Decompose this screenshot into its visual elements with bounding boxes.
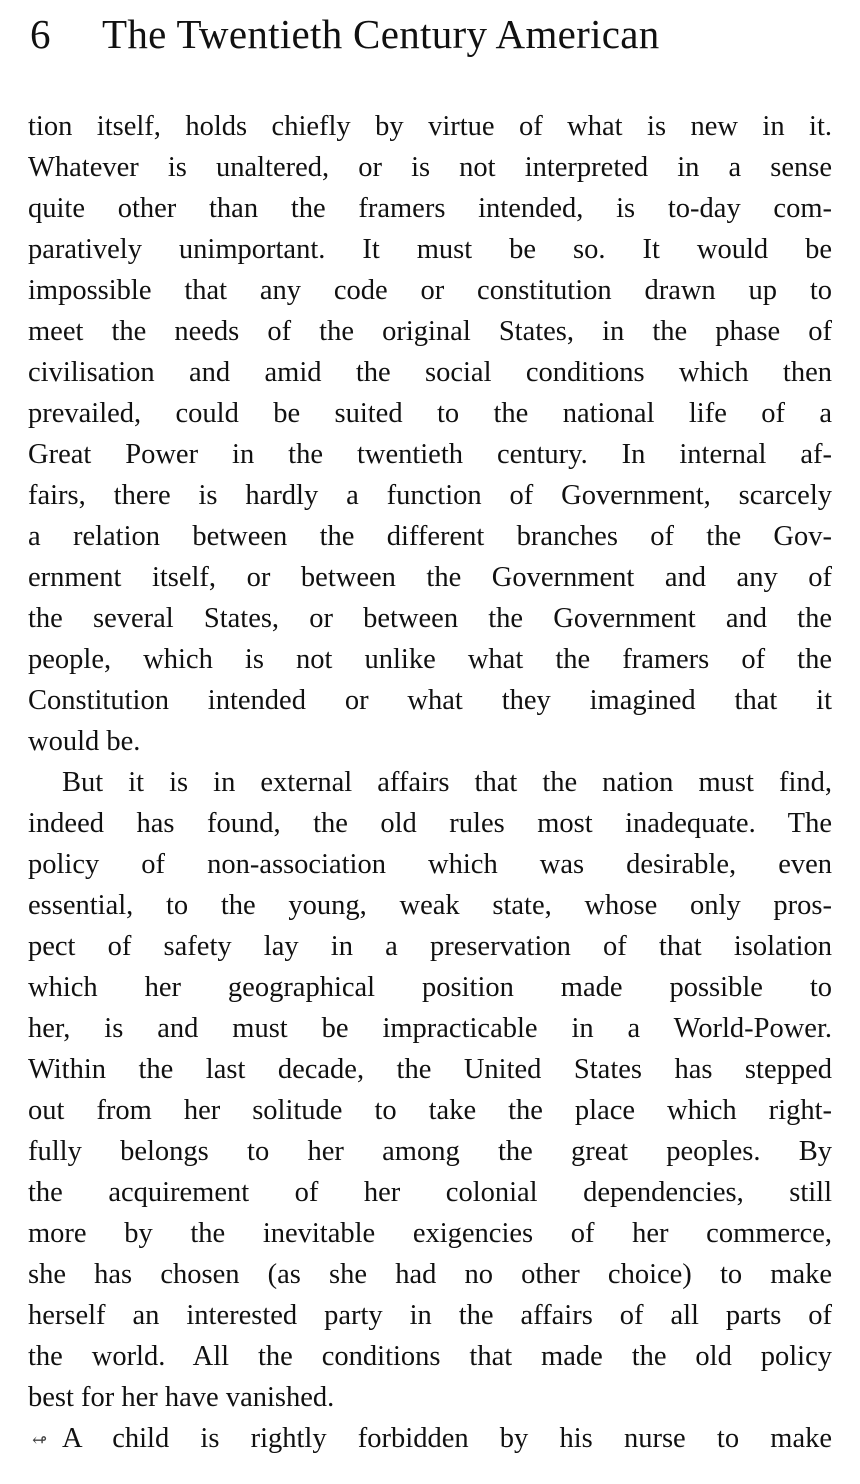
running-title: The Twentieth Century American	[102, 11, 660, 57]
text-line: best for her have vanished.	[28, 1382, 335, 1413]
text-line: ernment itself, or between the Government and any of	[28, 562, 832, 593]
text-line: essential, to the young, weak state, whose only pros-	[28, 890, 832, 921]
text-line: Constitution intended or what they imagined that it	[28, 685, 832, 716]
text-line: Within the last decade, the United States has stepped	[28, 1054, 832, 1085]
text-line: civilisation and amid the social conditions which then	[28, 357, 832, 388]
text-line: fairs, there is hardly a function of Government, scarcely	[28, 480, 832, 511]
text-line: But it is in external affairs that the nation must find,	[62, 767, 832, 798]
running-header	[30, 10, 810, 60]
text-line: her, is and must be impracticable in a World-Power.	[28, 1013, 832, 1044]
text-line: policy of non-association which was desirable, even	[28, 849, 832, 880]
text-line: Whatever is unaltered, or is not interpreted in a sense	[28, 152, 832, 183]
text-line: people, which is not unlike what the framers of the	[28, 644, 832, 675]
text-line: tion itself, holds chiefly by virtue of what is new in it.	[28, 111, 832, 142]
text-line: she has chosen (as she had no other choice) to make	[28, 1259, 832, 1290]
text-line: prevailed, could be suited to the national life of a	[28, 398, 832, 429]
text-line: out from her solitude to take the place which right-	[28, 1095, 832, 1126]
scan-artifact-mark: ↫	[32, 1430, 48, 1450]
text-line: indeed has found, the old rules most inadequate. The	[28, 808, 832, 839]
text-line: a relation between the different branches of the Gov-	[28, 521, 832, 552]
text-line: quite other than the framers intended, is to-day com-	[28, 193, 832, 224]
text-line: fully belongs to her among the great peoples. By	[28, 1136, 832, 1167]
text-line: the acquirement of her colonial dependencies, still	[28, 1177, 832, 1208]
text-line: more by the inevitable exigencies of her commerce,	[28, 1218, 832, 1249]
text-line: paratively unimportant. It must be so. It would be	[28, 234, 832, 265]
page-number: 6	[30, 11, 51, 57]
text-line: the world. All the conditions that made the old policy	[28, 1341, 832, 1372]
text-line: the several States, or between the Government and the	[28, 603, 832, 634]
text-line: herself an interested party in the affairs of all parts of	[28, 1300, 832, 1331]
text-line: would be.	[28, 726, 141, 757]
text-line: Great Power in the twentieth century. In internal af-	[28, 439, 832, 470]
text-line: which her geographical position made possible to	[28, 972, 832, 1003]
text-line: pect of safety lay in a preservation of that isolation	[28, 931, 832, 962]
text-line: meet the needs of the original States, in the phase of	[28, 316, 832, 347]
text-line: A child is rightly forbidden by his nurse to make	[62, 1423, 832, 1454]
text-line: impossible that any code or constitution drawn up to	[28, 275, 832, 306]
